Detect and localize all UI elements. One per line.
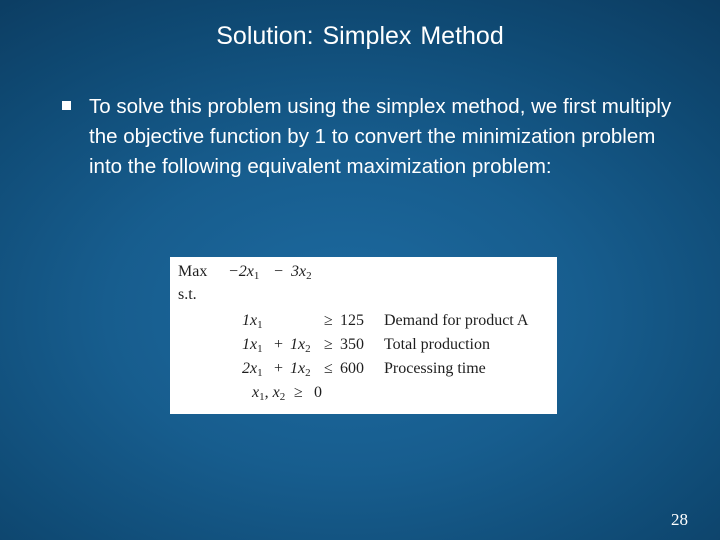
- slide-number: 28: [671, 510, 688, 529]
- constraint-rhs: 600: [340, 360, 364, 377]
- constraint-relation: ≤: [324, 360, 333, 377]
- constraint-lhs-term-1: $1x_1$: [242, 312, 263, 331]
- constraint-rhs: 350: [340, 336, 364, 353]
- constraint-description: Demand for product A: [384, 312, 529, 329]
- lp-model-image: [170, 257, 557, 414]
- objective-operator: −: [274, 263, 284, 280]
- slide-title: Solution: Simplex Method: [216, 22, 504, 50]
- objective-function: $-2x_1$: [228, 263, 260, 282]
- constraint-description: Processing time: [384, 360, 486, 377]
- square-bullet-icon: [62, 101, 71, 110]
- nonneg-rhs: 0: [314, 384, 322, 401]
- constraint-lhs-term-1: $2x_1$: [242, 360, 263, 379]
- objective-keyword: Max: [178, 263, 208, 280]
- constraint-relation: ≥: [324, 312, 333, 329]
- constraint-operator: +: [274, 336, 284, 353]
- constraint-lhs-term-2: $1x_2$: [290, 336, 311, 355]
- nonneg-variables: $x_1$, $x_2$: [252, 384, 286, 403]
- constraint-operator: +: [274, 360, 284, 377]
- bullet-text: To solve this problem using the simplex method, we first multiply the objective function by 1 to convert the minimization problem into the following equivalent maximization problem:: [89, 95, 672, 178]
- constraint-description: Total production: [384, 336, 490, 353]
- objective-term-2: $3x_2$: [291, 263, 312, 282]
- constraint-lhs-term-1: $1x_1$: [242, 336, 263, 355]
- constraint-rhs: 125: [340, 312, 364, 329]
- nonneg-relation: ≥: [294, 384, 303, 401]
- subject-to-label: s.t.: [178, 286, 197, 303]
- constraint-lhs-term-2: $1x_2$: [290, 360, 311, 379]
- constraint-relation: ≥: [324, 336, 333, 353]
